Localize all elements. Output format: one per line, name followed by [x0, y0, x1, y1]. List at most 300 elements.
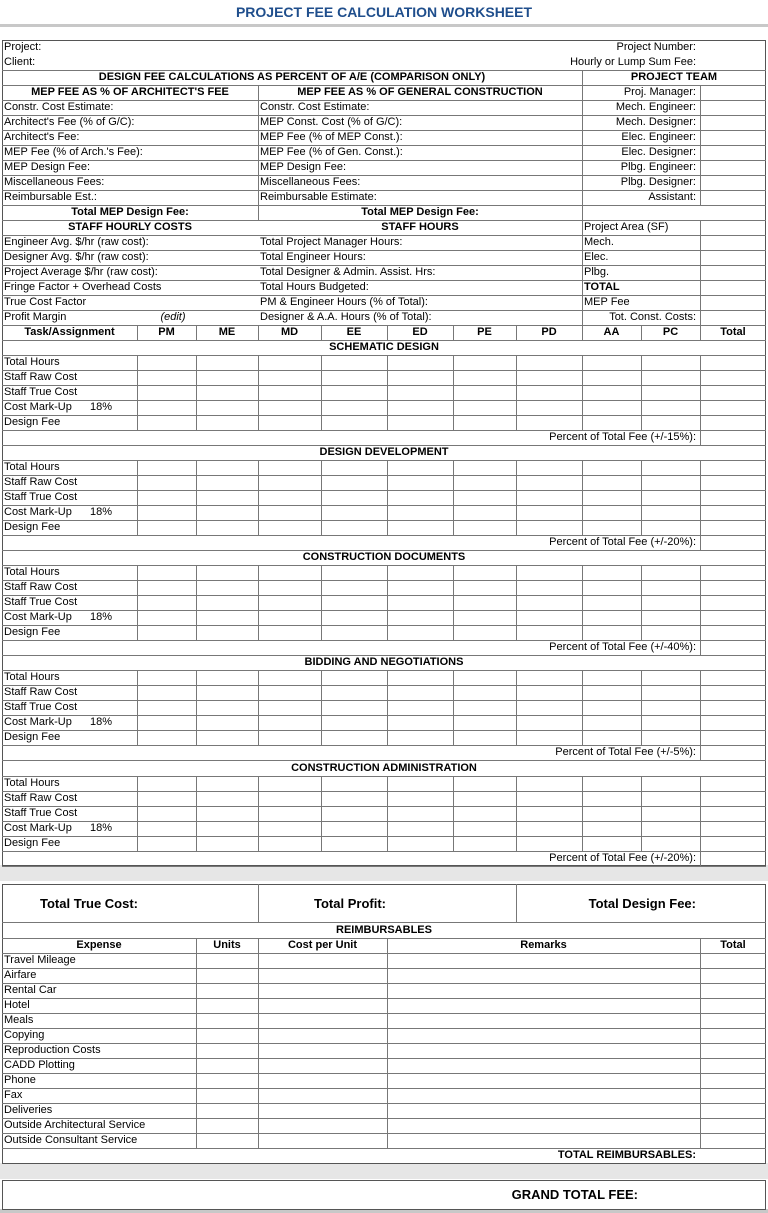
phase-value-cell[interactable] — [197, 701, 257, 714]
phase-value-cell[interactable] — [642, 686, 699, 699]
phase-value-cell[interactable] — [138, 837, 195, 850]
phase-value-cell[interactable] — [517, 401, 581, 414]
reimbursable-cell[interactable] — [388, 954, 699, 967]
phase-value-cell[interactable] — [701, 701, 765, 714]
phase-value-cell[interactable] — [701, 671, 765, 684]
phase-value-cell[interactable] — [583, 476, 640, 489]
phase-value-cell[interactable] — [701, 626, 765, 639]
phase-value-cell[interactable] — [701, 686, 765, 699]
area-value-field[interactable] — [700, 296, 764, 309]
reimbursable-cell[interactable] — [197, 1134, 257, 1147]
phase-value-cell[interactable] — [642, 461, 699, 474]
phase-value-cell[interactable] — [197, 671, 257, 684]
reimbursable-cell[interactable] — [259, 999, 386, 1012]
phase-value-cell[interactable] — [454, 401, 515, 414]
phase-value-cell[interactable] — [701, 837, 765, 850]
phase-value-cell[interactable] — [642, 626, 699, 639]
phase-value-cell[interactable] — [583, 521, 640, 534]
phase-value-cell[interactable] — [388, 416, 452, 429]
phase-value-cell[interactable] — [642, 611, 699, 624]
phase-value-cell[interactable] — [388, 581, 452, 594]
reimbursable-cell[interactable] — [701, 1089, 765, 1102]
reimbursable-cell[interactable] — [701, 999, 765, 1012]
phase-value-cell[interactable] — [259, 356, 320, 369]
phase-value-cell[interactable] — [322, 566, 386, 579]
phase-value-cell[interactable] — [259, 491, 320, 504]
reimbursable-cell[interactable] — [197, 1059, 257, 1072]
reimbursable-cell[interactable] — [701, 1134, 765, 1147]
phase-value-cell[interactable] — [259, 837, 320, 850]
phase-value-cell[interactable] — [583, 356, 640, 369]
phase-value-cell[interactable] — [259, 701, 320, 714]
phase-value-cell[interactable] — [388, 837, 452, 850]
phase-value-cell[interactable] — [388, 386, 452, 399]
phase-value-cell[interactable] — [138, 371, 195, 384]
phase-value-cell[interactable] — [388, 777, 452, 790]
phase-value-cell[interactable] — [517, 611, 581, 624]
reimbursable-cell[interactable] — [197, 984, 257, 997]
area-value-field[interactable] — [700, 266, 764, 279]
phase-value-cell[interactable] — [322, 686, 386, 699]
reimbursable-cell[interactable] — [197, 969, 257, 982]
phase-value-cell[interactable] — [197, 581, 257, 594]
reimbursable-cell[interactable] — [388, 1089, 699, 1102]
phase-value-cell[interactable] — [454, 476, 515, 489]
reimbursable-cell[interactable] — [259, 1074, 386, 1087]
phase-value-cell[interactable] — [454, 792, 515, 805]
phase-value-cell[interactable] — [197, 837, 257, 850]
phase-value-cell[interactable] — [701, 777, 765, 790]
phase-value-cell[interactable] — [583, 716, 640, 729]
reimbursable-cell[interactable] — [259, 1044, 386, 1057]
reimbursable-cell[interactable] — [701, 1059, 765, 1072]
project-field[interactable] — [46, 41, 426, 55]
reimbursable-cell[interactable] — [701, 1029, 765, 1042]
phase-value-cell[interactable] — [454, 716, 515, 729]
phase-value-cell[interactable] — [517, 671, 581, 684]
phase-value-cell[interactable] — [138, 476, 195, 489]
reimbursable-cell[interactable] — [388, 1044, 699, 1057]
phase-value-cell[interactable] — [388, 596, 452, 609]
phase-value-cell[interactable] — [259, 476, 320, 489]
reimbursable-cell[interactable] — [259, 1089, 386, 1102]
phase-value-cell[interactable] — [197, 686, 257, 699]
phase-value-cell[interactable] — [197, 461, 257, 474]
phase-value-cell[interactable] — [138, 491, 195, 504]
phase-value-cell[interactable] — [701, 461, 765, 474]
phase-value-cell[interactable] — [388, 686, 452, 699]
phase-percent-field[interactable] — [701, 641, 765, 654]
phase-value-cell[interactable] — [388, 731, 452, 744]
phase-value-cell[interactable] — [138, 807, 195, 820]
phase-value-cell[interactable] — [259, 401, 320, 414]
phase-value-cell[interactable] — [322, 701, 386, 714]
phase-value-cell[interactable] — [583, 792, 640, 805]
phase-value-cell[interactable] — [259, 596, 320, 609]
phase-value-cell[interactable] — [388, 476, 452, 489]
phase-value-cell[interactable] — [197, 356, 257, 369]
phase-value-cell[interactable] — [322, 401, 386, 414]
phase-value-cell[interactable] — [388, 792, 452, 805]
phase-value-cell[interactable] — [138, 401, 195, 414]
phase-value-cell[interactable] — [259, 671, 320, 684]
phase-value-cell[interactable] — [197, 777, 257, 790]
phase-value-cell[interactable] — [322, 506, 386, 519]
phase-value-cell[interactable] — [454, 386, 515, 399]
phase-value-cell[interactable] — [517, 356, 581, 369]
reimbursable-cell[interactable] — [259, 1014, 386, 1027]
phase-value-cell[interactable] — [583, 671, 640, 684]
phase-value-cell[interactable] — [322, 596, 386, 609]
phase-value-cell[interactable] — [517, 566, 581, 579]
phase-value-cell[interactable] — [583, 371, 640, 384]
phase-value-cell[interactable] — [197, 416, 257, 429]
phase-value-cell[interactable] — [454, 566, 515, 579]
phase-value-cell[interactable] — [259, 777, 320, 790]
phase-value-cell[interactable] — [642, 671, 699, 684]
phase-value-cell[interactable] — [454, 521, 515, 534]
phase-value-cell[interactable] — [583, 686, 640, 699]
reimbursable-cell[interactable] — [388, 969, 699, 982]
phase-value-cell[interactable] — [701, 506, 765, 519]
phase-percent-field[interactable] — [701, 746, 765, 759]
reimbursable-cell[interactable] — [259, 1059, 386, 1072]
reimbursable-cell[interactable] — [197, 1029, 257, 1042]
reimbursable-cell[interactable] — [388, 984, 699, 997]
phase-value-cell[interactable] — [322, 356, 386, 369]
phase-value-cell[interactable] — [259, 371, 320, 384]
phase-value-cell[interactable] — [642, 521, 699, 534]
phase-value-cell[interactable] — [517, 371, 581, 384]
phase-value-cell[interactable] — [259, 566, 320, 579]
phase-value-cell[interactable] — [388, 506, 452, 519]
phase-value-cell[interactable] — [701, 371, 765, 384]
area-value-field[interactable] — [700, 251, 764, 264]
phase-value-cell[interactable] — [701, 356, 765, 369]
phase-value-cell[interactable] — [517, 792, 581, 805]
phase-value-cell[interactable] — [259, 807, 320, 820]
phase-value-cell[interactable] — [517, 777, 581, 790]
phase-value-cell[interactable] — [701, 566, 765, 579]
phase-value-cell[interactable] — [388, 401, 452, 414]
phase-value-cell[interactable] — [454, 837, 515, 850]
phase-value-cell[interactable] — [259, 716, 320, 729]
phase-value-cell[interactable] — [322, 731, 386, 744]
phase-value-cell[interactable] — [701, 476, 765, 489]
phase-value-cell[interactable] — [322, 476, 386, 489]
area-value-field[interactable] — [700, 281, 764, 294]
reimbursable-cell[interactable] — [259, 954, 386, 967]
area-value-field[interactable] — [700, 221, 764, 234]
phase-value-cell[interactable] — [388, 807, 452, 820]
phase-value-cell[interactable] — [701, 521, 765, 534]
phase-value-cell[interactable] — [259, 386, 320, 399]
reimbursable-cell[interactable] — [701, 1044, 765, 1057]
phase-value-cell[interactable] — [583, 491, 640, 504]
phase-value-cell[interactable] — [322, 807, 386, 820]
reimbursable-cell[interactable] — [388, 1104, 699, 1117]
phase-value-cell[interactable] — [583, 506, 640, 519]
phase-value-cell[interactable] — [138, 386, 195, 399]
phase-value-cell[interactable] — [197, 626, 257, 639]
phase-value-cell[interactable] — [642, 716, 699, 729]
phase-value-cell[interactable] — [197, 371, 257, 384]
phase-value-cell[interactable] — [642, 491, 699, 504]
phase-value-cell[interactable] — [388, 356, 452, 369]
phase-value-cell[interactable] — [583, 386, 640, 399]
phase-value-cell[interactable] — [197, 822, 257, 835]
total-profit-field[interactable] — [390, 890, 512, 916]
team-member-field[interactable] — [700, 191, 764, 204]
phase-value-cell[interactable] — [454, 822, 515, 835]
area-value-field[interactable] — [700, 236, 764, 249]
phase-value-cell[interactable] — [517, 701, 581, 714]
phase-value-cell[interactable] — [322, 611, 386, 624]
total-true-cost-field[interactable] — [140, 890, 255, 916]
phase-value-cell[interactable] — [517, 521, 581, 534]
phase-value-cell[interactable] — [138, 521, 195, 534]
phase-value-cell[interactable] — [583, 701, 640, 714]
phase-value-cell[interactable] — [259, 461, 320, 474]
phase-value-cell[interactable] — [642, 356, 699, 369]
phase-value-cell[interactable] — [517, 731, 581, 744]
reimbursable-cell[interactable] — [197, 999, 257, 1012]
phase-value-cell[interactable] — [197, 491, 257, 504]
phase-value-cell[interactable] — [517, 491, 581, 504]
phase-value-cell[interactable] — [583, 461, 640, 474]
grand-total-field[interactable] — [645, 1183, 763, 1207]
phase-value-cell[interactable] — [388, 371, 452, 384]
team-member-field[interactable] — [700, 86, 764, 99]
reimbursable-cell[interactable] — [197, 1104, 257, 1117]
phase-value-cell[interactable] — [138, 822, 195, 835]
phase-value-cell[interactable] — [322, 386, 386, 399]
reimbursable-cell[interactable] — [259, 984, 386, 997]
phase-value-cell[interactable] — [701, 581, 765, 594]
client-field[interactable] — [46, 56, 426, 70]
team-member-field[interactable] — [700, 146, 764, 159]
phase-value-cell[interactable] — [388, 611, 452, 624]
phase-value-cell[interactable] — [322, 837, 386, 850]
phase-value-cell[interactable] — [388, 626, 452, 639]
phase-value-cell[interactable] — [701, 611, 765, 624]
phase-value-cell[interactable] — [517, 686, 581, 699]
team-member-field[interactable] — [700, 116, 764, 129]
phase-value-cell[interactable] — [642, 401, 699, 414]
phase-value-cell[interactable] — [197, 521, 257, 534]
phase-value-cell[interactable] — [517, 416, 581, 429]
reimbursable-cell[interactable] — [197, 1119, 257, 1132]
phase-value-cell[interactable] — [197, 596, 257, 609]
phase-value-cell[interactable] — [642, 777, 699, 790]
phase-value-cell[interactable] — [388, 491, 452, 504]
phase-value-cell[interactable] — [259, 686, 320, 699]
hourly-fee-field[interactable] — [700, 56, 764, 70]
phase-value-cell[interactable] — [583, 837, 640, 850]
phase-value-cell[interactable] — [322, 371, 386, 384]
phase-value-cell[interactable] — [259, 416, 320, 429]
reimbursable-cell[interactable] — [388, 1059, 699, 1072]
phase-value-cell[interactable] — [642, 807, 699, 820]
phase-value-cell[interactable] — [259, 822, 320, 835]
phase-value-cell[interactable] — [517, 837, 581, 850]
reimbursable-cell[interactable] — [701, 1074, 765, 1087]
reimbursable-cell[interactable] — [197, 1089, 257, 1102]
phase-value-cell[interactable] — [454, 491, 515, 504]
phase-value-cell[interactable] — [701, 807, 765, 820]
team-member-field[interactable] — [700, 101, 764, 114]
phase-value-cell[interactable] — [517, 386, 581, 399]
phase-value-cell[interactable] — [583, 731, 640, 744]
phase-value-cell[interactable] — [138, 416, 195, 429]
phase-value-cell[interactable] — [642, 792, 699, 805]
reimbursable-cell[interactable] — [197, 1014, 257, 1027]
reimbursable-cell[interactable] — [388, 1014, 699, 1027]
phase-value-cell[interactable] — [197, 716, 257, 729]
reimbursable-cell[interactable] — [701, 1014, 765, 1027]
reimbursable-cell[interactable] — [259, 1119, 386, 1132]
phase-value-cell[interactable] — [322, 491, 386, 504]
phase-value-cell[interactable] — [454, 807, 515, 820]
phase-value-cell[interactable] — [138, 581, 195, 594]
phase-value-cell[interactable] — [454, 731, 515, 744]
phase-value-cell[interactable] — [701, 401, 765, 414]
phase-value-cell[interactable] — [583, 566, 640, 579]
total-design-fee-field[interactable] — [700, 890, 764, 916]
phase-value-cell[interactable] — [138, 701, 195, 714]
phase-value-cell[interactable] — [138, 777, 195, 790]
phase-value-cell[interactable] — [138, 626, 195, 639]
phase-value-cell[interactable] — [642, 371, 699, 384]
phase-value-cell[interactable] — [583, 596, 640, 609]
phase-value-cell[interactable] — [454, 416, 515, 429]
phase-value-cell[interactable] — [197, 792, 257, 805]
phase-value-cell[interactable] — [454, 686, 515, 699]
reimbursable-cell[interactable] — [259, 1029, 386, 1042]
reimbursable-cell[interactable] — [388, 999, 699, 1012]
reimbursable-cell[interactable] — [197, 954, 257, 967]
phase-value-cell[interactable] — [322, 521, 386, 534]
phase-value-cell[interactable] — [322, 581, 386, 594]
phase-value-cell[interactable] — [322, 792, 386, 805]
phase-percent-field[interactable] — [701, 431, 765, 444]
phase-value-cell[interactable] — [138, 566, 195, 579]
phase-value-cell[interactable] — [701, 792, 765, 805]
phase-value-cell[interactable] — [454, 626, 515, 639]
phase-value-cell[interactable] — [642, 596, 699, 609]
phase-value-cell[interactable] — [517, 822, 581, 835]
phase-value-cell[interactable] — [454, 701, 515, 714]
phase-value-cell[interactable] — [642, 581, 699, 594]
phase-value-cell[interactable] — [642, 837, 699, 850]
phase-value-cell[interactable] — [583, 611, 640, 624]
total-reimbursables-field[interactable] — [700, 1149, 764, 1162]
phase-value-cell[interactable] — [197, 506, 257, 519]
phase-value-cell[interactable] — [642, 701, 699, 714]
phase-value-cell[interactable] — [642, 822, 699, 835]
phase-value-cell[interactable] — [322, 822, 386, 835]
phase-percent-field[interactable] — [701, 852, 765, 865]
reimbursable-cell[interactable] — [701, 1104, 765, 1117]
phase-value-cell[interactable] — [322, 777, 386, 790]
phase-percent-field[interactable] — [701, 536, 765, 549]
phase-value-cell[interactable] — [138, 461, 195, 474]
phase-value-cell[interactable] — [583, 807, 640, 820]
reimbursable-cell[interactable] — [388, 1029, 699, 1042]
phase-value-cell[interactable] — [388, 671, 452, 684]
phase-value-cell[interactable] — [197, 566, 257, 579]
phase-value-cell[interactable] — [322, 416, 386, 429]
phase-value-cell[interactable] — [197, 611, 257, 624]
reimbursable-cell[interactable] — [701, 1119, 765, 1132]
phase-value-cell[interactable] — [322, 461, 386, 474]
phase-value-cell[interactable] — [701, 416, 765, 429]
project-number-field[interactable] — [700, 41, 764, 55]
phase-value-cell[interactable] — [197, 401, 257, 414]
phase-value-cell[interactable] — [259, 611, 320, 624]
phase-value-cell[interactable] — [454, 371, 515, 384]
phase-value-cell[interactable] — [642, 386, 699, 399]
phase-value-cell[interactable] — [701, 596, 765, 609]
phase-value-cell[interactable] — [701, 386, 765, 399]
phase-value-cell[interactable] — [322, 716, 386, 729]
phase-value-cell[interactable] — [388, 822, 452, 835]
phase-value-cell[interactable] — [259, 626, 320, 639]
phase-value-cell[interactable] — [138, 596, 195, 609]
phase-value-cell[interactable] — [197, 476, 257, 489]
phase-value-cell[interactable] — [388, 701, 452, 714]
phase-value-cell[interactable] — [642, 731, 699, 744]
phase-value-cell[interactable] — [454, 461, 515, 474]
phase-value-cell[interactable] — [454, 611, 515, 624]
phase-value-cell[interactable] — [454, 506, 515, 519]
phase-value-cell[interactable] — [138, 731, 195, 744]
phase-value-cell[interactable] — [259, 506, 320, 519]
phase-value-cell[interactable] — [583, 626, 640, 639]
phase-value-cell[interactable] — [138, 686, 195, 699]
reimbursable-cell[interactable] — [388, 1074, 699, 1087]
team-member-field[interactable] — [700, 131, 764, 144]
phase-value-cell[interactable] — [138, 356, 195, 369]
phase-value-cell[interactable] — [701, 822, 765, 835]
phase-value-cell[interactable] — [517, 506, 581, 519]
phase-value-cell[interactable] — [583, 777, 640, 790]
phase-value-cell[interactable] — [517, 596, 581, 609]
phase-value-cell[interactable] — [388, 716, 452, 729]
reimbursable-cell[interactable] — [259, 1104, 386, 1117]
phase-value-cell[interactable] — [517, 626, 581, 639]
phase-value-cell[interactable] — [259, 792, 320, 805]
reimbursable-cell[interactable] — [197, 1074, 257, 1087]
reimbursable-cell[interactable] — [701, 954, 765, 967]
phase-value-cell[interactable] — [701, 491, 765, 504]
reimbursable-cell[interactable] — [388, 1134, 699, 1147]
phase-value-cell[interactable] — [517, 807, 581, 820]
phase-value-cell[interactable] — [259, 731, 320, 744]
phase-value-cell[interactable] — [197, 731, 257, 744]
phase-value-cell[interactable] — [583, 822, 640, 835]
phase-value-cell[interactable] — [138, 792, 195, 805]
phase-value-cell[interactable] — [259, 581, 320, 594]
phase-value-cell[interactable] — [517, 461, 581, 474]
phase-value-cell[interactable] — [322, 671, 386, 684]
phase-value-cell[interactable] — [138, 671, 195, 684]
phase-value-cell[interactable] — [642, 476, 699, 489]
team-member-field[interactable] — [700, 161, 764, 174]
team-member-field[interactable] — [700, 176, 764, 189]
phase-value-cell[interactable] — [642, 506, 699, 519]
phase-value-cell[interactable] — [583, 401, 640, 414]
